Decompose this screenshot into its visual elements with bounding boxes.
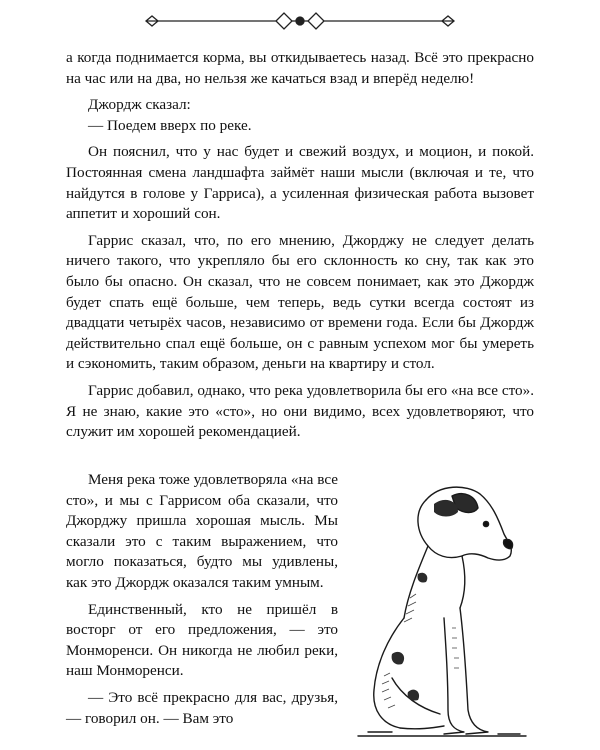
paragraph: Джордж сказал: bbox=[88, 96, 191, 114]
dog-illustration bbox=[348, 478, 538, 740]
paragraph: Гаррис сказал, что, по его мнению, Джорджу не следует делать ничего такого, что укрепляло бы его склонность ко сну, так как это было бы опасно. Он сказал, что не совсем понимает, как это Джордж будет спать ещё больше, чем теперь, ведь сутки всегда состоят из двадцати четырёх часов, независимо от времени года. Если бы Джордж действительно спал ещё больше, он с равным успехом мог бы умереть и сэкономить, таким образом, деньги на квартиру и стол. bbox=[66, 231, 534, 373]
paragraph: Он пояснил, что у нас будет и свежий воздух, и моцион, и покой. Постоянная смена ландшафта займёт наши мысли (включая и те, что найдутся в голове у Гарриса), а усиленная физическая работа вызовет аппетит и хороший сон. bbox=[66, 143, 534, 223]
main-text-upper bbox=[66, 48, 534, 449]
paragraph: — Это всё прекрасно для вас, друзья, — говорил он. — Вам это bbox=[66, 688, 338, 727]
paragraph: Единственный, кто не пришёл в восторг от его предложения, — это Монморенси. Он никогда не любил реки, наш Монморенси. bbox=[66, 600, 338, 680]
paragraph: Гаррис добавил, однако, что река удовлетворила бы его «на все сто». Я не знаю, какие это «сто», но они видимо, всех удовлетворяют, что служит им хорошей рекомендацией. bbox=[66, 381, 534, 441]
paragraph: Меня река тоже удовлетворяла «на все сто», и мы с Гаррисом оба сказали, что Джорджу пришла хорошая мысль. Мы сказали это с таким выражением, что могло показаться, будто мы удивлены, как это Джордж оказался таким умным. bbox=[66, 471, 338, 591]
main-text-lower bbox=[66, 470, 338, 735]
paragraph: а когда поднимается корма, вы откидываетесь назад. Всё это прекрасно на час или на два, но нельзя же качаться взад и вперёд неделю! bbox=[66, 49, 534, 87]
header-ornament bbox=[0, 0, 600, 40]
paragraph: — Поедем вверх по реке. bbox=[88, 116, 252, 134]
